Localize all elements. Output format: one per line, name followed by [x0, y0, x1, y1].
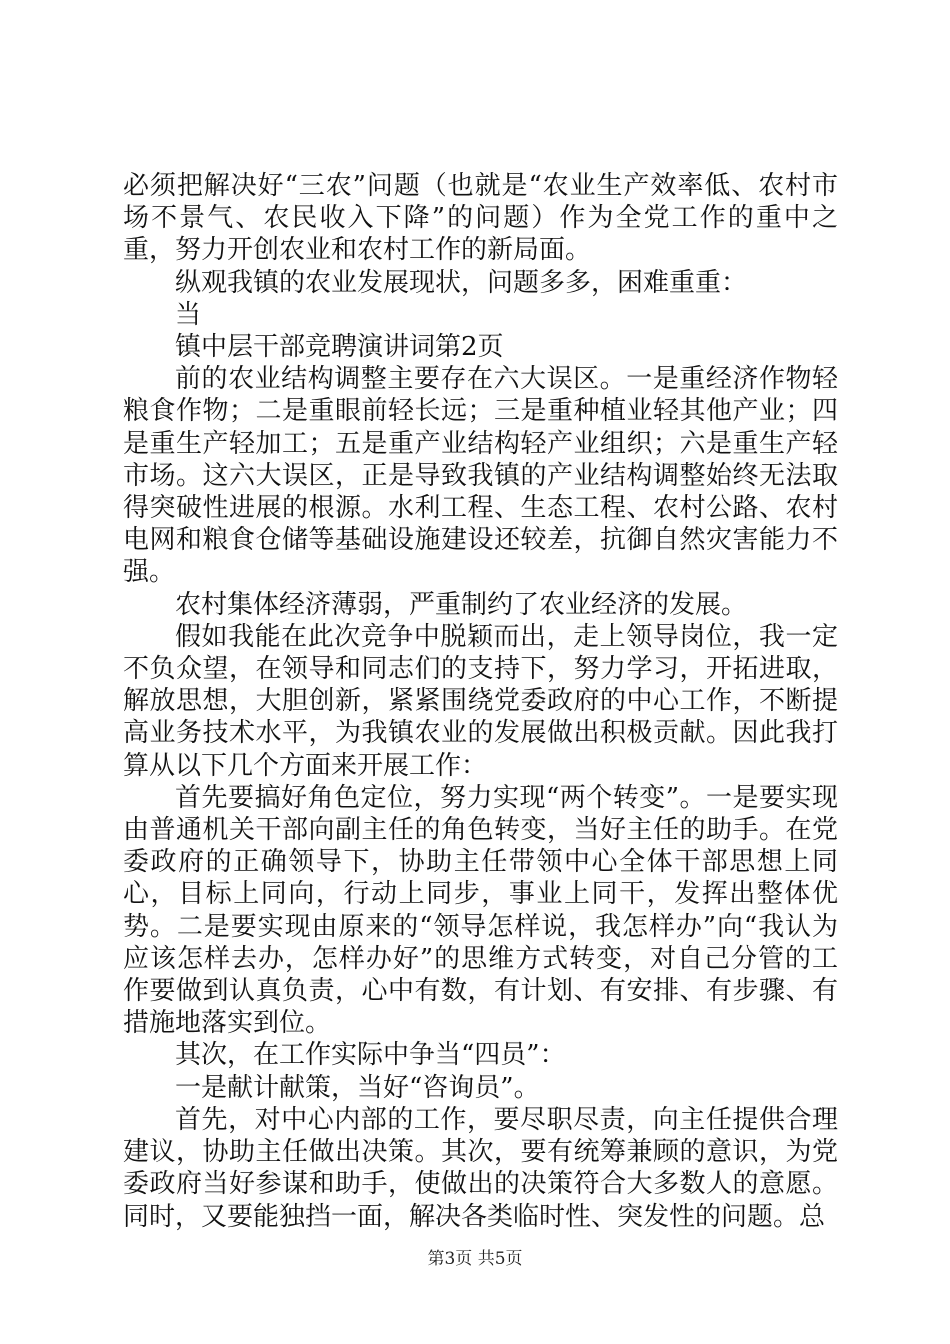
paragraph-1: 必须把解决好“三农”问题（也就是“农业生产效率低、农村市场不景气、农民收入下降”的问题）作为全党工作的重中之重，努力开创农业和农村工作的新局面。	[123, 171, 838, 266]
paragraph-2: 纵观我镇的农业发展现状，问题多多，困难重重：	[175, 267, 748, 298]
paragraph-6: 假如我能在此次竞争中脱颖而出，走上领导岗位，我一定不负众望，在领导和同志们的支持下，努力学习，开拓进取，解放思想，大胆创新，紧紧围绕党委政府的中心工作，不断提高业务技术水平，为我镇农业的发展做出积极贡献。因此我打算从以下几个方面来开展工作：	[123, 621, 838, 781]
paragraph-7: 首先要搞好角色定位，努力实现“两个转变”。一是要实现由普通机关干部向副主任的角色转变，当好主任的助手。在党委政府的正确领导下，协助主任带领中心全体干部思想上同心，目标上同向，行动上同步，事业上同干，发挥出整体优势。二是要实现由原来的“领导怎样说，我怎样办”向“我认为应该怎样去办，怎样办好”的思维方式转变，对自己分管的工作要做到认真负责，心中有数，有计划、有安排、有步骤、有措施地落实到位。	[123, 782, 838, 1039]
paragraph-8: 其次，在工作实际中争当“四员”：	[175, 1040, 566, 1071]
paragraph-3: 当	[175, 299, 202, 330]
paragraph-9: 一是献计献策，当好“咨询员”。	[175, 1072, 540, 1103]
paragraph-4: 前的农业结构调整主要存在六大误区。一是重经济作物轻粮食作物；二是重眼前轻长远；三是重种植业轻其他产业；四是重生产轻加工；五是重产业结构轻产业组织；六是重生产轻市场。这六大误区，正是导致我镇的产业结构调整始终无法取得突破性进展的根源。水利工程、生态工程、农村公路、农村电网和粮食仓储等基础设施建设还较差，抗御自然灾害能力不强。	[123, 364, 838, 588]
document-body	[123, 170, 838, 1233]
paragraph-5: 农村集体经济薄弱，严重制约了农业经济的发展。	[175, 589, 748, 620]
page-footer: 第3页 共5页	[427, 1249, 523, 1269]
page-header-inline: 镇中层干部竞聘演讲词第2页	[175, 332, 504, 363]
paragraph-10: 首先，对中心内部的工作，要尽职尽责，向主任提供合理建议，协助主任做出决策。其次，要有统筹兼顾的意识，为党委政府当好参谋和助手，使做出的决策符合大多数人的意愿。同时，又要能独挡一面，解决各类临时性、突发性的问题。总	[123, 1104, 838, 1232]
